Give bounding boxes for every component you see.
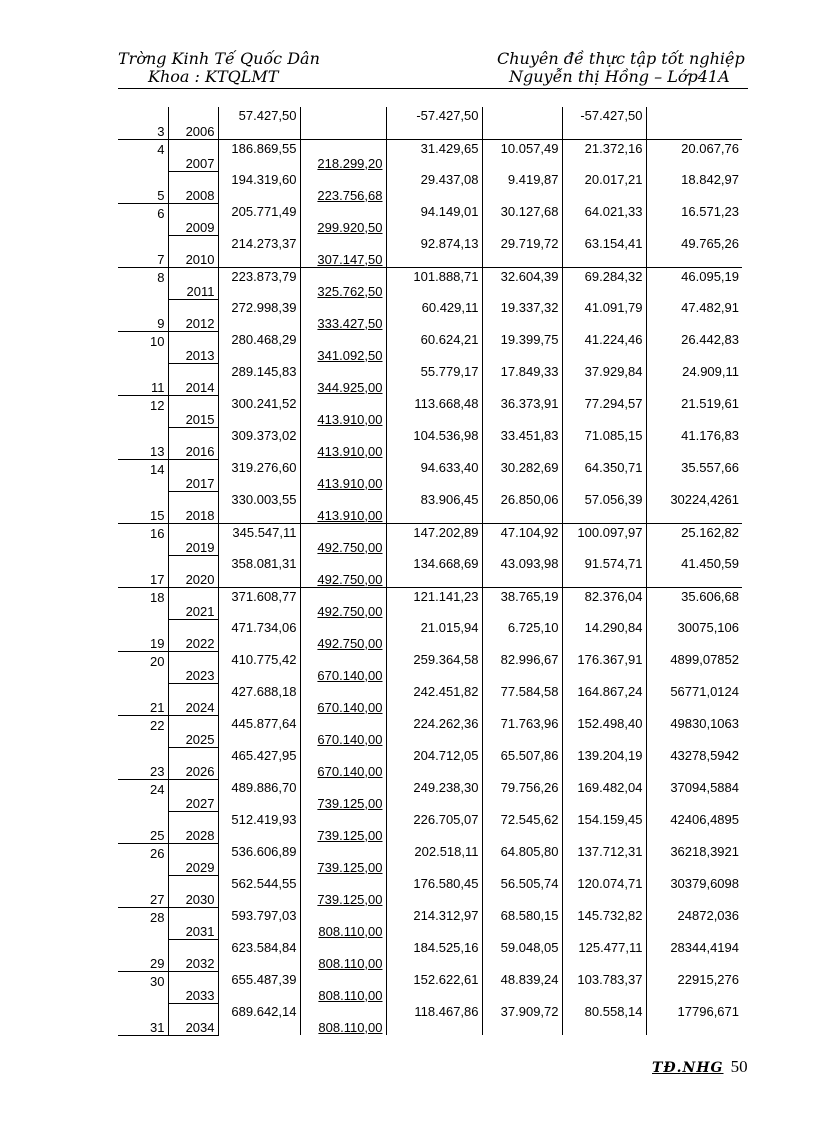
col-value-3: 104.536,98 (386, 427, 482, 459)
col-value-5: 139.204,19 (562, 747, 646, 779)
col-value-6: 30075,106 (646, 619, 742, 651)
col-value-1: 194.319,60 (218, 171, 300, 203)
row-index: 20 (150, 653, 165, 669)
row-index: 13 (118, 427, 168, 459)
table-row (118, 331, 742, 363)
col-value-2: 413.910,00 (300, 427, 386, 459)
row-index: 21 (118, 683, 168, 715)
col-value-1: 471.734,06 (218, 619, 300, 651)
col-value-6: 41.176,83 (646, 427, 742, 459)
col-value-2: 808.110,00 (300, 939, 386, 971)
col-value-1: 689.642,14 (218, 1003, 300, 1035)
year: 2014 (168, 363, 218, 395)
col-value-4: 30.127,68 (482, 203, 562, 235)
col-value-4: 77.584,58 (482, 683, 562, 715)
col-value-3: 94.633,40 (386, 459, 482, 491)
col-value-3: 60.624,21 (386, 331, 482, 363)
col-value-1: 536.606,89 (218, 843, 300, 875)
row-index: 7 (118, 235, 168, 267)
col-value-4: 32.604,39 (482, 267, 562, 299)
table-row (118, 491, 742, 523)
col-value-6: 21.519,61 (646, 395, 742, 427)
year: 2022 (168, 619, 218, 651)
col-value-1: 214.273,37 (218, 235, 300, 267)
col-value-6: 30224,4261 (646, 491, 742, 523)
col-value-1: 319.276,60 (218, 459, 300, 491)
table-row (118, 139, 742, 171)
col-value-3: 101.888,71 (386, 267, 482, 299)
col-value-5: 21.372,16 (562, 139, 646, 171)
col-value-2: 670.140,00 (300, 651, 386, 683)
col-value-4: 33.451,83 (482, 427, 562, 459)
col-value-2: 325.762,50 (300, 267, 386, 299)
year: 2015 (168, 395, 218, 427)
col-value-2: 492.750,00 (300, 555, 386, 587)
col-value-1: 465.427,95 (218, 747, 300, 779)
row-index: 31 (118, 1003, 168, 1035)
table-row (118, 1003, 742, 1035)
row-index: 9 (118, 299, 168, 331)
table-row (118, 683, 742, 715)
col-value-1: 427.688,18 (218, 683, 300, 715)
row-index: 5 (118, 171, 168, 203)
row-index: 4 (157, 141, 165, 157)
col-value-5: 100.097,97 (562, 523, 646, 555)
col-value-6: 30379,6098 (646, 875, 742, 907)
col-value-4: 37.909,72 (482, 1003, 562, 1035)
row-index: 24 (150, 781, 165, 797)
table-row (118, 171, 742, 203)
col-value-3: 21.015,94 (386, 619, 482, 651)
col-value-3: 202.518,11 (386, 843, 482, 875)
col-value-5: 145.732,82 (562, 907, 646, 939)
col-value-6: 22915,276 (646, 971, 742, 1003)
table-row (118, 587, 742, 619)
year: 2011 (168, 267, 218, 299)
col-value-6: 49830,1063 (646, 715, 742, 747)
row-index: 25 (118, 811, 168, 843)
year: 2025 (168, 715, 218, 747)
col-value-4: 48.839,24 (482, 971, 562, 1003)
row-index: 18 (150, 589, 165, 605)
col-value-2: 413.910,00 (300, 491, 386, 523)
table-row (118, 395, 742, 427)
col-value-6: 41.450,59 (646, 555, 742, 587)
year: 2029 (168, 843, 218, 875)
col-value-3: 259.364,58 (386, 651, 482, 683)
col-value-6: 35.606,68 (646, 587, 742, 619)
col-value-1: 655.487,39 (218, 971, 300, 1003)
table-row (118, 779, 742, 811)
col-value-4: 65.507,86 (482, 747, 562, 779)
row-index: 15 (118, 491, 168, 523)
table-row (118, 203, 742, 235)
col-value-5: 125.477,11 (562, 939, 646, 971)
year: 2019 (168, 523, 218, 555)
year: 2031 (168, 907, 218, 939)
table-row (118, 939, 742, 971)
col-value-2: 808.110,00 (300, 971, 386, 1003)
table-row (118, 299, 742, 331)
year: 2012 (168, 299, 218, 331)
col-value-4: 59.048,05 (482, 939, 562, 971)
col-value-4: 56.505,74 (482, 875, 562, 907)
col-value-3: 118.467,86 (386, 1003, 482, 1035)
header-faculty: Khoa : KTQLMT (148, 67, 279, 86)
table-row (118, 811, 742, 843)
col-value-5: 64.021,33 (562, 203, 646, 235)
col-value-6: 4899,07852 (646, 651, 742, 683)
col-value-4: 17.849,33 (482, 363, 562, 395)
table-row (118, 267, 742, 299)
col-value-5: 137.712,31 (562, 843, 646, 875)
col-value-4: 47.104,92 (482, 523, 562, 555)
year: 2006 (168, 107, 218, 139)
page-number: 50 (730, 1057, 748, 1076)
col-value-1: 445.877,64 (218, 715, 300, 747)
row-index: 6 (157, 205, 165, 221)
year: 2023 (168, 651, 218, 683)
col-value-2: 739.125,00 (300, 811, 386, 843)
col-value-5: 120.074,71 (562, 875, 646, 907)
col-value-4: 36.373,91 (482, 395, 562, 427)
col-value-2: 223.756,68 (300, 171, 386, 203)
col-value-2: 341.092,50 (300, 331, 386, 363)
col-value-2: 299.920,50 (300, 203, 386, 235)
col-value-2: 218.299,20 (300, 139, 386, 171)
col-value-2: 739.125,00 (300, 843, 386, 875)
col-value-4: 43.093,98 (482, 555, 562, 587)
col-value-1: 358.081,31 (218, 555, 300, 587)
col-value-3: 55.779,17 (386, 363, 482, 395)
col-value-3: 242.451,82 (386, 683, 482, 715)
col-value-2: 670.140,00 (300, 747, 386, 779)
year: 2024 (168, 683, 218, 715)
col-value-3: 214.312,97 (386, 907, 482, 939)
year: 2009 (168, 203, 218, 235)
table-row (118, 747, 742, 779)
col-value-5: 164.867,24 (562, 683, 646, 715)
col-value-4: 79.756,26 (482, 779, 562, 811)
col-value-6: 49.765,26 (646, 235, 742, 267)
table-row (118, 107, 742, 139)
year: 2033 (168, 971, 218, 1003)
row-index: 12 (150, 397, 165, 413)
year: 2008 (168, 171, 218, 203)
col-value-1: 562.544,55 (218, 875, 300, 907)
col-value-5: 82.376,04 (562, 587, 646, 619)
table-row (118, 651, 742, 683)
row-index: 8 (157, 269, 165, 285)
col-value-2: 739.125,00 (300, 875, 386, 907)
col-value-4: 71.763,96 (482, 715, 562, 747)
col-value-6: 18.842,97 (646, 171, 742, 203)
col-value-6: 36218,3921 (646, 843, 742, 875)
col-value-1: 512.419,93 (218, 811, 300, 843)
table-row (118, 843, 742, 875)
col-value-2: 808.110,00 (300, 907, 386, 939)
year: 2017 (168, 459, 218, 491)
col-value-4: 6.725,10 (482, 619, 562, 651)
col-value-5: 103.783,37 (562, 971, 646, 1003)
col-value-6: 35.557,66 (646, 459, 742, 491)
col-value-3: 92.874,13 (386, 235, 482, 267)
row-index: 10 (150, 333, 165, 349)
col-value-6: 47.482,91 (646, 299, 742, 331)
table-row (118, 875, 742, 907)
col-value-3: 83.906,45 (386, 491, 482, 523)
col-value-3: 60.429,11 (386, 299, 482, 331)
row-index: 3 (118, 107, 168, 139)
col-value-2: 413.910,00 (300, 459, 386, 491)
col-value-3: 113.668,48 (386, 395, 482, 427)
col-value-6: 46.095,19 (646, 267, 742, 299)
col-value-1: 289.145,83 (218, 363, 300, 395)
col-value-4: 19.399,75 (482, 331, 562, 363)
col-value-1: 300.241,52 (218, 395, 300, 427)
col-value-4: 9.419,87 (482, 171, 562, 203)
year: 2034 (168, 1003, 218, 1035)
year: 2010 (168, 235, 218, 267)
col-value-5: 169.482,04 (562, 779, 646, 811)
col-value-6: 26.442,83 (646, 331, 742, 363)
col-value-6: 24872,036 (646, 907, 742, 939)
col-value-4: 29.719,72 (482, 235, 562, 267)
year: 2026 (168, 747, 218, 779)
col-value-2: 333.427,50 (300, 299, 386, 331)
col-value-3: 224.262,36 (386, 715, 482, 747)
col-value-4: 26.850,06 (482, 491, 562, 523)
col-value-1: 57.427,50 (218, 107, 300, 139)
col-value-3: 152.622,61 (386, 971, 482, 1003)
data-table (118, 107, 742, 1036)
header-author: Nguyễn thị Hồng – Lớp41A (509, 67, 730, 86)
col-value-1: 223.873,79 (218, 267, 300, 299)
col-value-4: 72.545,62 (482, 811, 562, 843)
col-value-2 (300, 107, 386, 139)
col-value-1: 309.373,02 (218, 427, 300, 459)
col-value-3: 249.238,30 (386, 779, 482, 811)
row-index: 19 (118, 619, 168, 651)
col-value-6: 43278,5942 (646, 747, 742, 779)
col-value-4: 38.765,19 (482, 587, 562, 619)
col-value-3: 204.712,05 (386, 747, 482, 779)
col-value-3: 176.580,45 (386, 875, 482, 907)
col-value-3: 29.437,08 (386, 171, 482, 203)
col-value-3: 147.202,89 (386, 523, 482, 555)
col-value-4: 82.996,67 (482, 651, 562, 683)
col-value-1: 410.775,42 (218, 651, 300, 683)
col-value-5: 37.929,84 (562, 363, 646, 395)
table-row (118, 427, 742, 459)
col-value-3: 184.525,16 (386, 939, 482, 971)
header-school: Trờng Kinh Tế Quốc Dân (118, 49, 320, 68)
col-value-4: 19.337,32 (482, 299, 562, 331)
row-index: 27 (118, 875, 168, 907)
col-value-5: 176.367,91 (562, 651, 646, 683)
col-value-3: 226.705,07 (386, 811, 482, 843)
col-value-6: 28344,4194 (646, 939, 742, 971)
col-value-5: 64.350,71 (562, 459, 646, 491)
row-index: 30 (150, 973, 165, 989)
col-value-6: 16.571,23 (646, 203, 742, 235)
table-row (118, 363, 742, 395)
col-value-5: 71.085,15 (562, 427, 646, 459)
col-value-5: 80.558,14 (562, 1003, 646, 1035)
row-index: 17 (118, 555, 168, 587)
col-value-3: 134.668,69 (386, 555, 482, 587)
col-value-1: 593.797,03 (218, 907, 300, 939)
col-value-1: 345.547,11 (218, 523, 300, 555)
table-row (118, 459, 742, 491)
year: 2007 (168, 139, 218, 171)
row-index: 28 (150, 909, 165, 925)
col-value-4: 64.805,80 (482, 843, 562, 875)
col-value-4: 68.580,15 (482, 907, 562, 939)
col-value-6: 56771,0124 (646, 683, 742, 715)
col-value-1: 330.003,55 (218, 491, 300, 523)
row-index: 26 (150, 845, 165, 861)
col-value-3: 121.141,23 (386, 587, 482, 619)
col-value-3: 94.149,01 (386, 203, 482, 235)
col-value-1: 371.608,77 (218, 587, 300, 619)
year: 2027 (168, 779, 218, 811)
col-value-6: 24.909,11 (646, 363, 742, 395)
col-value-5: 57.056,39 (562, 491, 646, 523)
col-value-1: 280.468,29 (218, 331, 300, 363)
table-row (118, 555, 742, 587)
col-value-6: 17796,671 (646, 1003, 742, 1035)
table-row (118, 715, 742, 747)
col-value-6 (646, 107, 742, 139)
col-value-5: 20.017,21 (562, 171, 646, 203)
table-row (118, 523, 742, 555)
col-value-6: 20.067,76 (646, 139, 742, 171)
col-value-5: 41.091,79 (562, 299, 646, 331)
col-value-6: 42406,4895 (646, 811, 742, 843)
year: 2028 (168, 811, 218, 843)
col-value-5: 14.290,84 (562, 619, 646, 651)
table-row (118, 971, 742, 1003)
table-row (118, 619, 742, 651)
year: 2030 (168, 875, 218, 907)
year: 2021 (168, 587, 218, 619)
row-index: 29 (118, 939, 168, 971)
row-index: 11 (118, 363, 168, 395)
col-value-6: 25.162,82 (646, 523, 742, 555)
col-value-2: 413.910,00 (300, 395, 386, 427)
page-footer (652, 1057, 748, 1077)
year: 2013 (168, 331, 218, 363)
col-value-2: 492.750,00 (300, 587, 386, 619)
footer-signature: TĐ.NHG (652, 1060, 724, 1076)
col-value-5: 77.294,57 (562, 395, 646, 427)
col-value-2: 492.750,00 (300, 619, 386, 651)
col-value-1: 489.886,70 (218, 779, 300, 811)
col-value-3: 31.429,65 (386, 139, 482, 171)
col-value-5: 63.154,41 (562, 235, 646, 267)
col-value-2: 307.147,50 (300, 235, 386, 267)
row-index: 22 (150, 717, 165, 733)
row-index: 14 (150, 461, 165, 477)
col-value-5: 154.159,45 (562, 811, 646, 843)
table-row (118, 907, 742, 939)
col-value-2: 670.140,00 (300, 683, 386, 715)
col-value-2: 344.925,00 (300, 363, 386, 395)
col-value-2: 670.140,00 (300, 715, 386, 747)
year: 2018 (168, 491, 218, 523)
row-index: 16 (150, 525, 165, 541)
col-value-1: 205.771,49 (218, 203, 300, 235)
table-row (118, 235, 742, 267)
col-value-3: -57.427,50 (386, 107, 482, 139)
year: 2020 (168, 555, 218, 587)
header-rule (118, 88, 748, 89)
row-index: 23 (118, 747, 168, 779)
col-value-4: 30.282,69 (482, 459, 562, 491)
year: 2032 (168, 939, 218, 971)
year: 2016 (168, 427, 218, 459)
col-value-5: 69.284,32 (562, 267, 646, 299)
header-report-title: Chuyên đề thực tập tốt nghiệp (497, 49, 745, 68)
col-value-2: 492.750,00 (300, 523, 386, 555)
col-value-5: 91.574,71 (562, 555, 646, 587)
col-value-1: 272.998,39 (218, 299, 300, 331)
col-value-4 (482, 107, 562, 139)
col-value-5: 152.498,40 (562, 715, 646, 747)
col-value-4: 10.057,49 (482, 139, 562, 171)
col-value-6: 37094,5884 (646, 779, 742, 811)
col-value-5: 41.224,46 (562, 331, 646, 363)
col-value-1: 186.869,55 (218, 139, 300, 171)
col-value-2: 739.125,00 (300, 779, 386, 811)
col-value-2: 808.110,00 (300, 1003, 386, 1035)
col-value-5: -57.427,50 (562, 107, 646, 139)
col-value-1: 623.584,84 (218, 939, 300, 971)
